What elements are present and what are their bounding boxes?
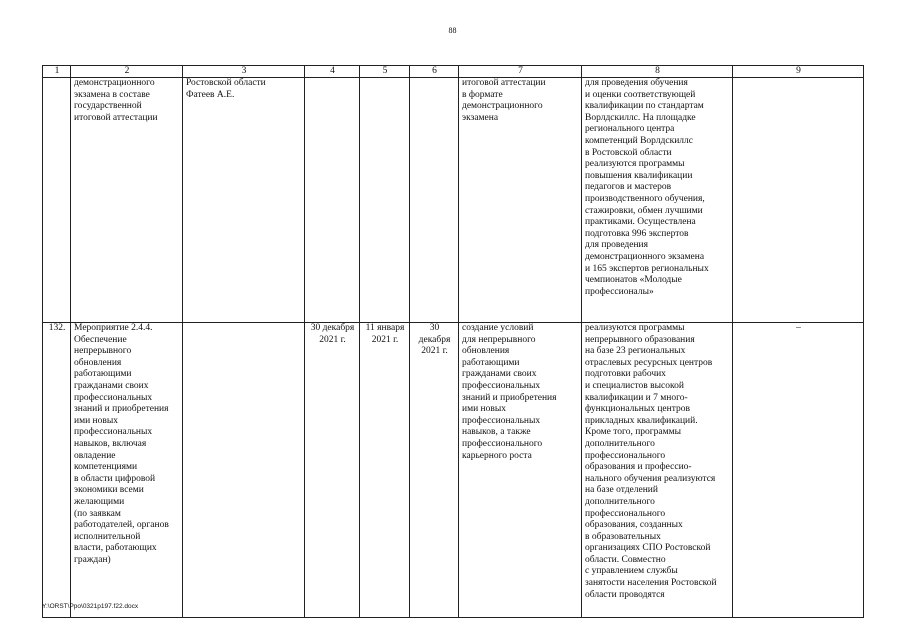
expected-result-cell: итоговой аттестации в формате демонстрационного экзамена bbox=[459, 78, 582, 323]
responsible-cell bbox=[183, 323, 305, 618]
start-date-cell: 11 января 2021 г. bbox=[360, 323, 410, 618]
col-header-3: 3 bbox=[183, 66, 305, 78]
col-header-5: 5 bbox=[360, 66, 410, 78]
report-table bbox=[42, 65, 864, 618]
notes-cell: – bbox=[733, 323, 864, 618]
page-number: 88 bbox=[448, 26, 457, 35]
planned-date-cell bbox=[305, 78, 360, 323]
col-header-4: 4 bbox=[305, 66, 360, 78]
table-row bbox=[43, 323, 864, 618]
header-row bbox=[43, 66, 864, 78]
row-number-cell: 132. bbox=[43, 323, 71, 618]
end-date-cell bbox=[410, 78, 459, 323]
col-header-1: 1 bbox=[43, 66, 71, 78]
table-row bbox=[43, 78, 864, 323]
responsible-cell: Ростовской области Фатеев А.Е. bbox=[183, 78, 305, 323]
actual-result-cell: для проведения обучения и оценки соответствующей квалификации по стандартам Ворлдскиллс. На площадке регионального центра компетенций Ворлдскиллс в Ростовской области реализуются программы повышения квалификации педагогов и мастеров производственного обучения, стажировки, обмен лучшими практиками. Осуществлена подготовка 996 экспертов для проведения демонстрационного экзамена и 165 экспертов региональных чемпионатов «Молодые профессионалы» bbox=[582, 78, 733, 323]
notes-cell bbox=[733, 78, 864, 323]
col-header-9: 9 bbox=[733, 66, 864, 78]
col-header-2: 2 bbox=[71, 66, 183, 78]
event-name-cell: демонстрационного экзамена в составе государственной итоговой аттестации bbox=[71, 78, 183, 323]
row-number-cell bbox=[43, 78, 71, 323]
planned-date-cell: 30 декабря 2021 г. bbox=[305, 323, 360, 618]
event-name-cell: Мероприятие 2.4.4. Обеспечение непрерывного обновления работающими гражданами своих профессиональных знаний и приобретения ими новых профессиональных навыков, включая овладение компетенциями в области цифровой экономики всеми желающими (по заявкам работодателей, органов исполнительной власти, работающих граждан) bbox=[71, 323, 183, 618]
actual-result-cell: реализуются программы непрерывного образования на базе 23 региональных отраслевых ресурсных центров подготовки рабочих и специалистов высокой квалификации и 7 много- функциональных центров прикладных квалификаций. Кроме того, программы дополнительного профессионального образования и профессио- нального обучения реализуются на базе отделений дополнительного профессионального образования, созданных в образовательных организациях СПО Ростовской области. Совместно с управлением службы занятости населения Ростовской области проводятся bbox=[582, 323, 733, 618]
footer-file-path: Y:\ORST\Ppo\0321p197.f22.docx bbox=[42, 603, 139, 610]
col-header-6: 6 bbox=[410, 66, 459, 78]
col-header-8: 8 bbox=[582, 66, 733, 78]
start-date-cell bbox=[360, 78, 410, 323]
expected-result-cell: создание условий для непрерывного обновления работающими гражданами своих профессиональных знаний и приобретения ими новых профессиональных навыков, а также профессионального карьерного роста bbox=[459, 323, 582, 618]
end-date-cell: 30 декабря 2021 г. bbox=[410, 323, 459, 618]
col-header-7: 7 bbox=[459, 66, 582, 78]
